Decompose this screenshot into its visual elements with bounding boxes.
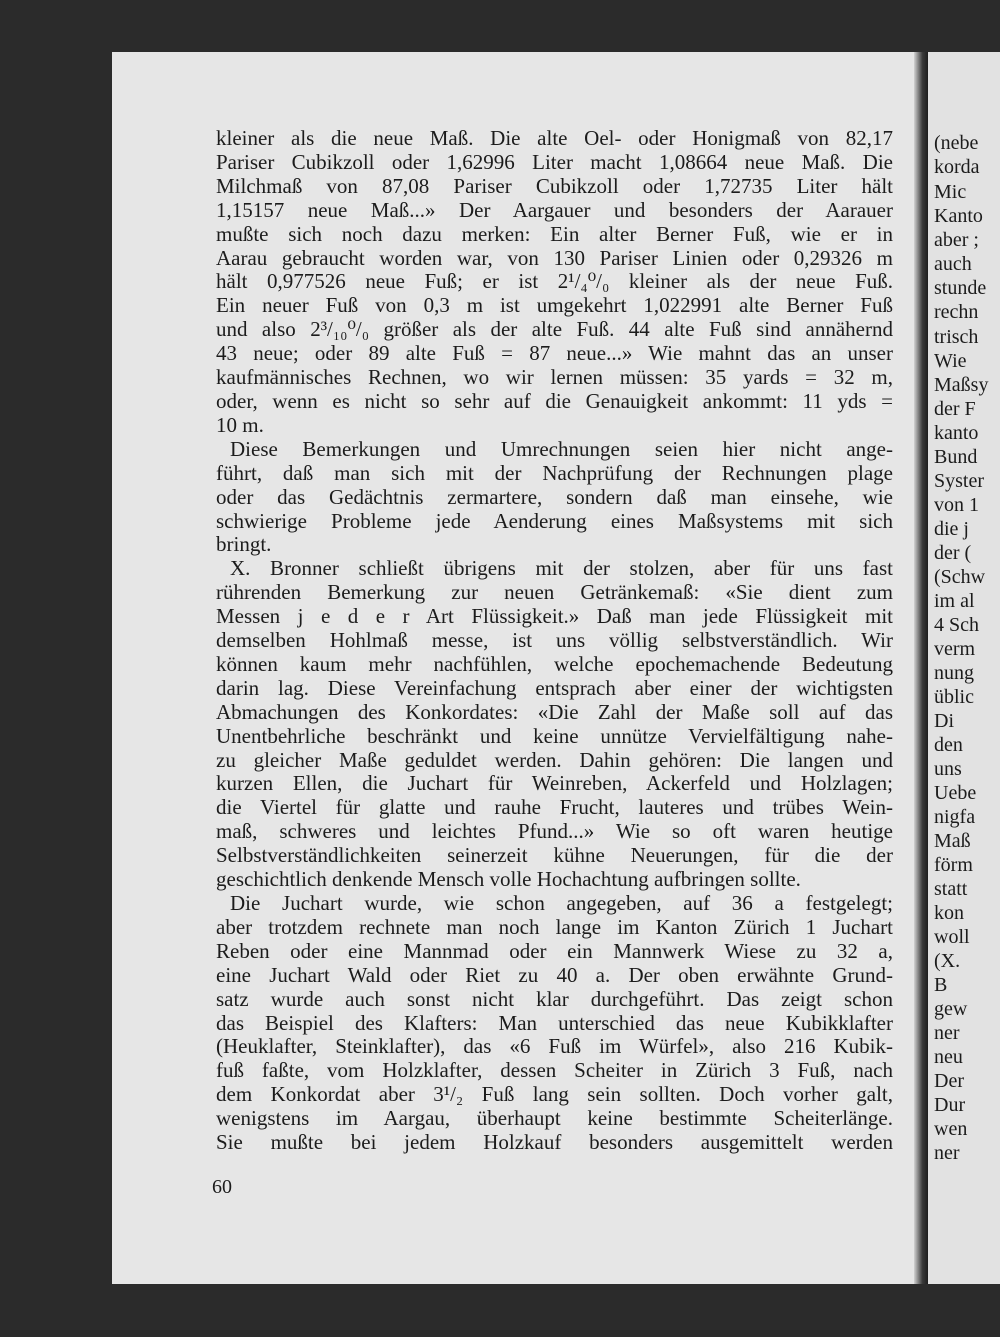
right-page-line-fragment: 4 Sch bbox=[934, 614, 979, 636]
right-page-line-fragment: statt bbox=[934, 878, 968, 900]
right-page-line-fragment: den bbox=[934, 734, 963, 756]
right-page-line-fragment: förm bbox=[934, 854, 973, 876]
book-page-right-fragment bbox=[928, 52, 1000, 1284]
right-page-line-fragment: B bbox=[934, 974, 948, 996]
text-line: Diese Bemerkungen und Umrechnungen seien hier nicht ange- bbox=[230, 436, 893, 461]
right-page-line-fragment: Di bbox=[934, 710, 954, 732]
text-line: kurzen Ellen, die Juchart für Weinreben, Ackerfeld und Holzlagen; bbox=[216, 771, 893, 796]
right-page-line-fragment: nigfa bbox=[934, 806, 976, 828]
text-line: geschichtlich denkende Mensch volle Hochachtung aufbringen sollte. bbox=[216, 867, 801, 892]
text-line: 10 m. bbox=[216, 412, 264, 437]
right-page-line-fragment: gew bbox=[934, 998, 968, 1020]
right-page-line-fragment: Uebe bbox=[934, 782, 977, 804]
text-line: Sie mußte bei jedem Holzkauf besonders ausgemittelt werden bbox=[216, 1130, 893, 1155]
right-page-line-fragment: aber ; bbox=[934, 229, 979, 251]
right-page-line-fragment: kon bbox=[934, 902, 964, 924]
right-page-line-fragment: der ( bbox=[934, 542, 972, 564]
text-line: satz wurde auch sonst nicht klar durchgeführt. Das zeigt schon bbox=[216, 986, 893, 1011]
right-page-line-fragment: von 1 bbox=[934, 494, 979, 516]
text-line: wenigstens im Aargau, überhaupt keine bestimmte Scheiterlänge. bbox=[216, 1106, 893, 1131]
right-page-line-fragment: neu bbox=[934, 1046, 963, 1068]
text-line: mußte sich noch dazu merken: Ein alter Berner Fuß, wie er in bbox=[216, 221, 893, 246]
right-page-line-fragment: üblic bbox=[934, 686, 974, 708]
text-line: kaufmännisches Rechnen, wo wir lernen müssen: 35 yards = 32 m, bbox=[216, 365, 893, 390]
right-page-line-fragment: nung bbox=[934, 662, 974, 684]
right-page-line-fragment: stunde bbox=[934, 277, 987, 299]
text-line: Unentbehrliche beschränkt und keine unnütze Vervielfältigung nahe- bbox=[216, 723, 893, 748]
right-page-line-fragment: Syster bbox=[934, 470, 984, 492]
text-line: Selbstverständlichkeiten seinerzeit kühne Neuerungen, für die der bbox=[216, 843, 893, 868]
right-page-line-fragment: ner bbox=[934, 1142, 960, 1164]
text-line: 43 neue; oder 89 alte Fuß = 87 neue...» Wie mahnt das an unser bbox=[216, 341, 893, 366]
body-text bbox=[216, 127, 893, 1155]
right-page-line-fragment: Maßsy bbox=[934, 374, 989, 396]
text-line: (Heuklafter, Steinklafter), das «6 Fuß im Würfel», also 216 Kubik- bbox=[216, 1034, 893, 1059]
right-page-line-fragment: Wie bbox=[934, 350, 967, 372]
right-page-line-fragment: rechn bbox=[934, 301, 979, 323]
right-page-line-fragment: der F bbox=[934, 398, 976, 420]
text-line: darin lag. Diese Vereinfachung entsprach aber einer der wichtigsten bbox=[216, 675, 893, 700]
right-page-line-fragment: (nebe bbox=[934, 132, 979, 154]
text-line: Abmachungen des Konkordates: «Die Zahl der Maße soll auf das bbox=[216, 699, 893, 724]
text-line: Die Juchart wurde, wie schon angegeben, auf 36 a festgelegt; bbox=[230, 891, 893, 915]
text-line: fuß faßte, vom Holzklafter, dessen Scheiter in Zürich 3 Fuß, nach bbox=[216, 1058, 893, 1083]
right-page-line-fragment: ner bbox=[934, 1022, 960, 1044]
text-line: führt, daß man sich mit der Nachprüfung der Rechnungen plage bbox=[216, 460, 893, 485]
page-number: 60 bbox=[212, 1176, 232, 1198]
text-line: eine Juchart Wald oder Riet zu 40 a. Der oben erwähnte Grund- bbox=[216, 962, 893, 987]
text-line: Aarau gebraucht worden war, von 130 Pariser Linien oder 0,29326 m bbox=[216, 245, 893, 270]
right-page-line-fragment: auch bbox=[934, 253, 972, 275]
right-page-line-fragment: kanto bbox=[934, 422, 979, 444]
text-line: demselben Hohlmaß messe, ist uns völlig selbstverständlich. Wir bbox=[216, 628, 893, 653]
right-page-line-fragment: Bund bbox=[934, 446, 978, 468]
right-page-line-fragment: trisch bbox=[934, 326, 979, 348]
text-line: kleiner als die neue Maß. Die alte Oel- oder Honigmaß von 82,17 bbox=[216, 126, 893, 150]
right-page-line-fragment: Mic bbox=[934, 181, 967, 203]
text-line: die Viertel für glatte und rauhe Frucht, lauteres und trübes Wein- bbox=[216, 795, 893, 820]
right-page-line-fragment: uns bbox=[934, 758, 962, 780]
right-page-line-fragment: wen bbox=[934, 1118, 968, 1140]
text-line: können kaum mehr nachfühlen, welche epochemachende Bedeutung bbox=[216, 651, 893, 676]
text-line: dem Konkordat aber 3¹/₂ Fuß lang sein sollten. Doch vorher galt, bbox=[216, 1082, 893, 1107]
right-page-line-fragment: die j bbox=[934, 518, 969, 540]
right-page-line-fragment: Maß bbox=[934, 830, 971, 852]
text-line: Reben oder eine Mannmad oder ein Mannwerk Wiese zu 32 a, bbox=[216, 938, 893, 963]
right-page-line-fragment: Dur bbox=[934, 1094, 966, 1116]
text-line: schwierige Probleme jede Aenderung eines Maßsystems mit sich bbox=[216, 508, 893, 533]
text-line: hält 0,977526 neue Fuß; er ist 2¹/₄⁰/₀ kleiner als der neue Fuß. bbox=[216, 269, 893, 294]
text-line: und also 2³/₁₀⁰/₀ größer als der alte Fuß. 44 alte Fuß sind annähernd bbox=[216, 317, 893, 342]
text-line: 1,15157 neue Maß...» Der Aargauer und besonders der Aarauer bbox=[216, 197, 893, 222]
text-line: X. Bronner schließt übrigens mit der stolzen, aber für uns fast bbox=[230, 556, 893, 581]
text-line: das Beispiel des Klafters: Man unterschied das neue Kubikklafter bbox=[216, 1010, 893, 1035]
right-page-line-fragment: verm bbox=[934, 638, 976, 660]
right-page-line-fragment: (Schw bbox=[934, 566, 986, 588]
text-line: oder, wenn es nicht so sehr auf die Genauigkeit ankommt: 11 yds = bbox=[216, 388, 893, 413]
book-gutter bbox=[914, 52, 928, 1284]
right-page-line-fragment: im al bbox=[934, 590, 975, 612]
right-page-line-fragment: Der bbox=[934, 1070, 964, 1092]
text-line: Milchmaß von 87,08 Pariser Cubikzoll oder 1,72735 Liter hält bbox=[216, 173, 893, 198]
right-page-line-fragment: (X. bbox=[934, 950, 961, 972]
text-line: Pariser Cubikzoll oder 1,62996 Liter macht 1,08664 neue Maß. Die bbox=[216, 149, 893, 174]
text-line: Ein neuer Fuß von 0,3 m ist umgekehrt 1,022991 alte Berner Fuß bbox=[216, 293, 893, 318]
text-line: maß, schweres und leichtes Pfund...» Wie so oft waren heutige bbox=[216, 819, 893, 844]
text-line: oder das Gedächtnis zermartere, sondern daß man einsehe, wie bbox=[216, 484, 893, 509]
text-line: zu gleicher Maße geduldet werden. Dahin gehören: Die langen und bbox=[216, 747, 893, 772]
text-line: Messen j e d e r Art Flüssigkeit.» Daß man jede Flüssigkeit mit bbox=[216, 604, 893, 629]
right-page-line-fragment: woll bbox=[934, 926, 970, 948]
text-line: aber trotzdem rechnete man noch lange im Kanton Zürich 1 Juchart bbox=[216, 914, 893, 939]
right-page-line-fragment: Kanto bbox=[934, 205, 983, 227]
text-line: bringt. bbox=[216, 532, 272, 557]
text-line: rührenden Bemerkung zur neuen Getränkemaß: «Sie dient zum bbox=[216, 580, 893, 605]
right-page-line-fragment: korda bbox=[934, 156, 980, 178]
